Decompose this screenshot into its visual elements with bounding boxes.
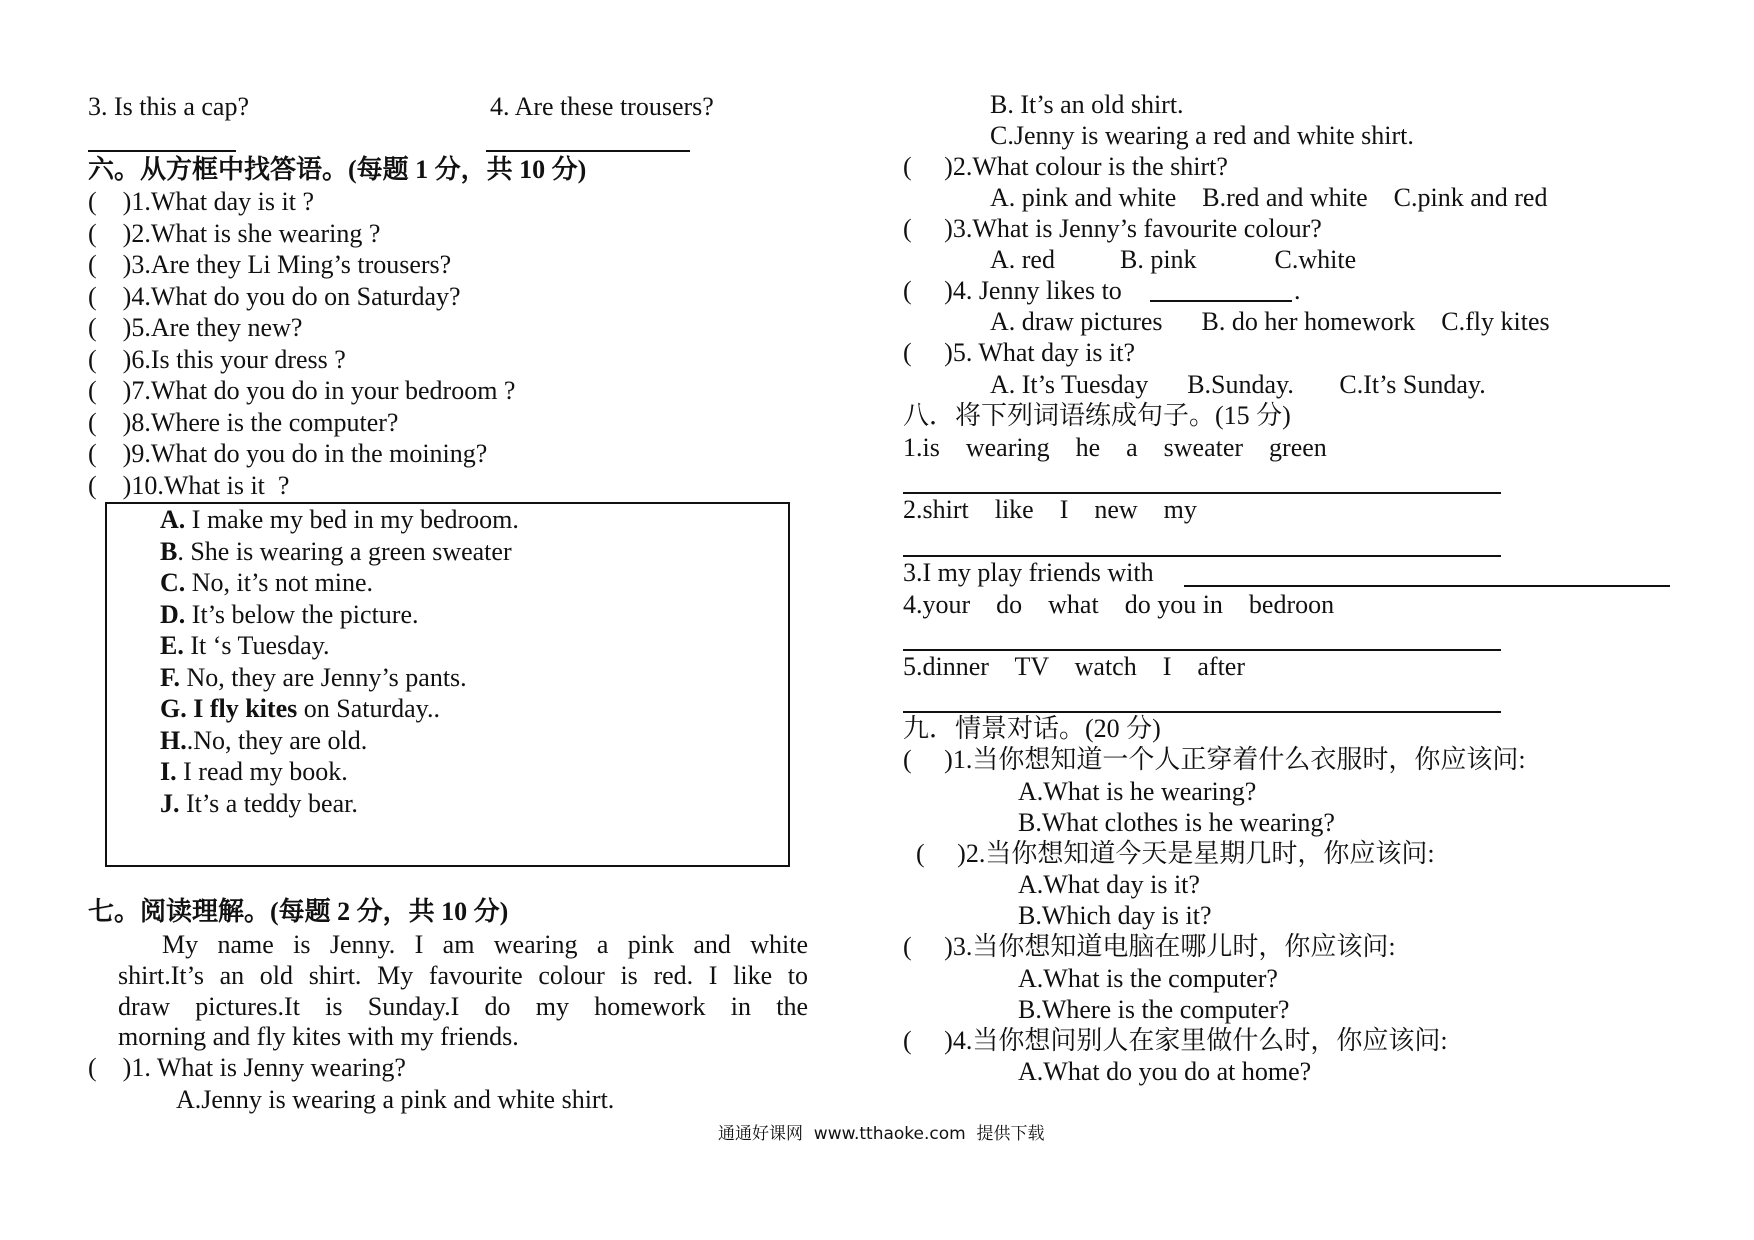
option-a: A. I make my bed in my bedroom. (160, 505, 519, 534)
reading-question-4: ( )4. Jenny likes to (903, 276, 1122, 305)
sentence-3-words: 3.I my play friends with (903, 558, 1154, 587)
option-j: J. It’s a teddy bear. (160, 789, 358, 818)
match-question-4: ( )4.What do you do on Saturday? (88, 282, 461, 311)
sentence-1-words: 1.is wearing he a sweater green (903, 433, 1327, 462)
dialogue-question-2: ( )2.当你想知道今天是星期几时，你应该问: (916, 839, 1435, 868)
match-question-2: ( )2.What is she wearing ? (88, 219, 381, 248)
reading-question-1: ( )1. What is Jenny wearing? (88, 1053, 406, 1082)
option-f: F. No, they are Jenny’s pants. (160, 663, 467, 692)
dialogue-question-3: ( )3.当你想知道电脑在哪儿时，你应该问: (903, 932, 1396, 961)
dialogue-question-4-option-a: A.What do you do at home? (1018, 1057, 1312, 1086)
reading-question-3: ( )3.What is Jenny’s favourite colour? (903, 214, 1322, 243)
sentence-4-answer-line[interactable] (903, 649, 1501, 651)
option-c: C. No, it’s not mine. (160, 568, 374, 597)
sentence-5-words: 5.dinner TV watch I after (903, 652, 1245, 681)
passage-line-1: My name is Jenny. I am wearing a pink and white (162, 930, 808, 959)
dialogue-question-2-option-b: B.Which day is it? (1018, 901, 1212, 930)
option-e: E. It ‘s Tuesday. (160, 631, 330, 660)
sentence-2-words: 2.shirt like I new my (903, 495, 1197, 524)
option-b: B. She is wearing a green sweater (160, 537, 512, 566)
match-question-5: ( )5.Are they new? (88, 313, 303, 342)
reading-question-4-period: . (1294, 276, 1301, 305)
section-8-title: 八．将下列词语练成句子。(15 分) (903, 401, 1291, 430)
reading-question-1-option-c: C.Jenny is wearing a red and white shirt. (990, 121, 1414, 150)
dialogue-question-1-option-b: B.What clothes is he wearing? (1018, 808, 1335, 837)
dialogue-question-1-option-a: A.What is he wearing? (1018, 777, 1257, 806)
reading-question-1-option-b: B. It’s an old shirt. (990, 90, 1184, 119)
sentence-1-answer-line[interactable] (903, 492, 1501, 494)
passage-line-3: draw pictures.It is Sunday.I do my homework in the (118, 992, 808, 1021)
footer-credit: 通通好课网 www.tthaoke.com 提供下载 (718, 1124, 1045, 1144)
sentence-2-answer-line[interactable] (903, 555, 1501, 557)
match-question-1: ( )1.What day is it ? (88, 187, 314, 216)
question-4: 4. Are these trousers? (490, 92, 714, 121)
sentence-3-answer-line[interactable] (1184, 585, 1670, 587)
reading-question-5-options: A. It’s Tuesday B.Sunday. C.It’s Sunday. (990, 370, 1486, 399)
match-question-9: ( )9.What do you do in the moining? (88, 439, 488, 468)
section-7-title: 七。阅读理解。(每题 2 分，共 10 分) (88, 897, 509, 926)
dialogue-question-4: ( )4.当你想问别人在家里做什么时，你应该问: (903, 1026, 1448, 1055)
reading-question-1-option-a: A.Jenny is wearing a pink and white shirt. (176, 1085, 615, 1114)
reading-question-3-options: A. red B. pink C.white (990, 245, 1357, 274)
dialogue-question-2-option-a: A.What day is it? (1018, 870, 1200, 899)
passage-line-4: morning and fly kites with my friends. (118, 1022, 519, 1051)
match-question-7: ( )7.What do you do in your bedroom ? (88, 376, 516, 405)
reading-question-5: ( )5. What day is it? (903, 338, 1136, 367)
passage-line-2: shirt.It’s an old shirt. My favourite colour is red. I like to (118, 961, 808, 990)
sentence-5-answer-line[interactable] (903, 711, 1501, 713)
option-i: I. I read my book. (160, 757, 348, 786)
dialogue-question-3-option-a: A.What is the computer? (1018, 964, 1278, 993)
option-h: H..No, they are old. (160, 726, 368, 755)
option-g: G. I fly kites on Saturday.. (160, 694, 440, 723)
section-6-title: 六。从方框中找答语。(每题 1 分，共 10 分) (88, 155, 587, 184)
question-3: 3. Is this a cap? (88, 92, 250, 121)
answer-blank-3[interactable] (88, 150, 236, 152)
dialogue-question-1: ( )1.当你想知道一个人正穿着什么衣服时，你应该问: (903, 745, 1526, 774)
option-d: D. It’s below the picture. (160, 600, 419, 629)
match-question-6: ( )6.Is this your dress ? (88, 345, 346, 374)
answer-blank-4[interactable] (486, 150, 690, 152)
match-question-3: ( )3.Are they Li Ming’s trousers? (88, 250, 452, 279)
section-9-title: 九．情景对话。(20 分) (903, 714, 1161, 743)
sentence-4-words: 4.your do what do you in bedroon (903, 590, 1335, 619)
match-question-10: ( )10.What is it ? (88, 471, 290, 500)
reading-question-2-options: A. pink and white B.red and white C.pink and red (990, 183, 1548, 212)
dialogue-question-3-option-b: B.Where is the computer? (1018, 995, 1290, 1024)
match-question-8: ( )8.Where is the computer? (88, 408, 399, 437)
reading-question-4-blank[interactable] (1150, 300, 1292, 302)
reading-question-4-options: A. draw pictures B. do her homework C.fly kites (990, 307, 1550, 336)
reading-question-2: ( )2.What colour is the shirt? (903, 152, 1228, 181)
